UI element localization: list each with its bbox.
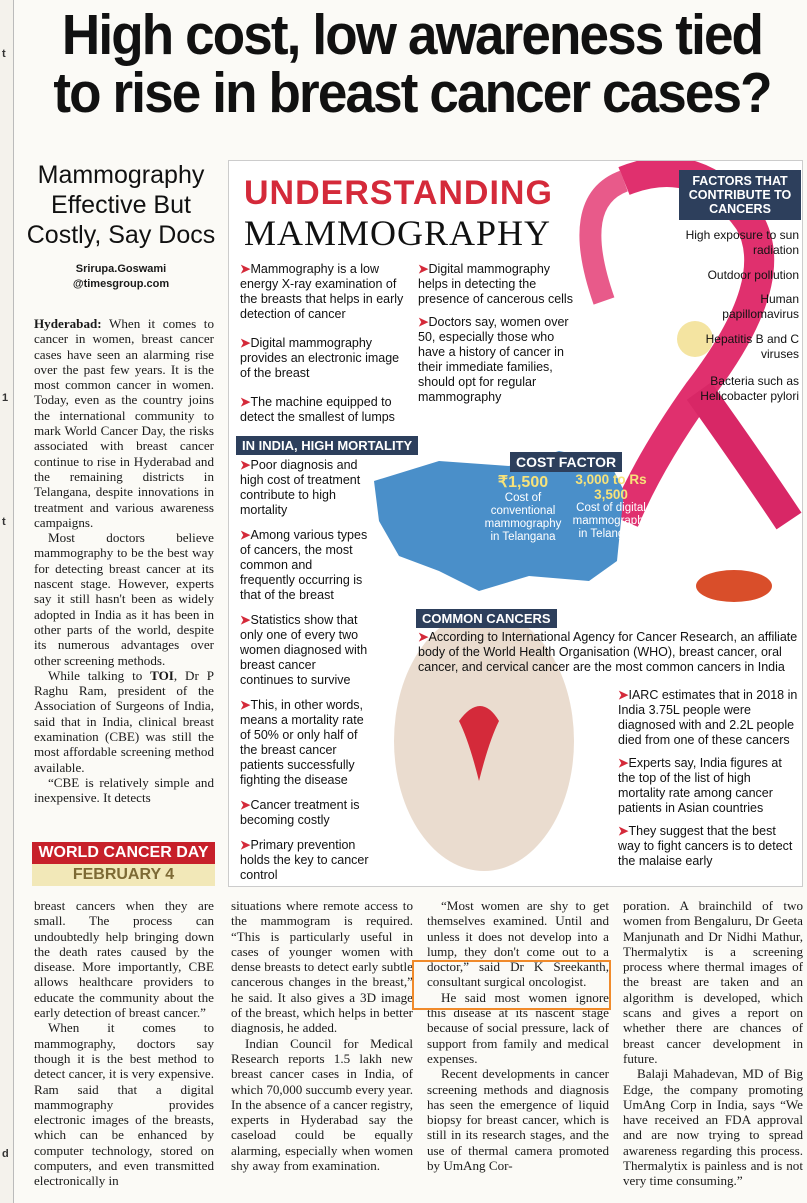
paragraph: He said most women ignore this disease at its nascent stage because of social pressure, lack of support from family and medical expenses. xyxy=(427,989,609,1066)
paragraph: situations where remote access to the mammogram is required. “This is particularly useful in cases of younger women with dense breasts to detect early subtle cancerous changes in the breast,” he said. It also gives a 3D image of the breast, which helps in better diagnosis, he added. xyxy=(231,898,413,1036)
right-bullet-list: ➤IARC estimates that in 2018 in India 3.75L people were diagnosed with and 2.2L people died from one of these cancers ➤Experts say, India figures at the top of the list of high mortality rate among cancer patients in Asian countries ➤They suggest that the best way to fight cancers is to detect the malaise early xyxy=(618,688,798,868)
paragraph: poration. A brainchild of two women from Bengaluru, Dr Geeta Manjunath and Dr Nidhi Mathur, Thermalytix is a screening process where thermal images of the breast are taken and an algorithm is developed, which scans and gives a report on whether there are chances of breast cancer development in future. xyxy=(623,898,803,1066)
bullet-item: This, in other words, means a mortality rate of 50% or only half of the breast cancer patients successfully fighting the disease xyxy=(240,698,364,787)
text-run: While talking to xyxy=(48,667,151,683)
quote-highlight-box xyxy=(412,960,611,1010)
paragraph: “CBE is relatively simple and inexpensive. It detects xyxy=(34,774,214,806)
bullet-item: According to International Agency for Cancer Research, an affiliate body of the World Health Organisation (WHO), breast cancer, oral cancer, and cervical cancer are the most common cancers in India xyxy=(418,630,798,674)
bullet-item: Experts say, India figures at the top of the list of high mortality rate among cancer patients in Asian countries xyxy=(618,756,782,815)
article-column-2 xyxy=(231,898,413,1173)
subheadline xyxy=(22,160,220,250)
cost-text: Cost of digital mammography in Telangana xyxy=(572,502,650,540)
bullet-item: The machine equipped to detect the smallest of lumps xyxy=(240,395,395,424)
factors-title: FACTORS THAT CONTRIBUTE TO CANCERS xyxy=(679,170,801,220)
article-column-1 xyxy=(34,316,214,806)
paragraph: breast cancers when they are small. The process can undoubtedly help bringing down the death rates caused by the disease. More importantly, CBE allows healthcare providers to educate the community about the early detection of breast cancer.” xyxy=(34,898,214,1021)
pink-ribbon-tail xyxy=(699,391,789,521)
edge-letter: d xyxy=(2,1148,9,1160)
paragraph: When it comes to cancer in women, breast cancer cases have seen an alarming rise over the past few years. It is the most common cancer in women. Today, even as the country joins the international community to mark World Cancer Day, the risks associated with breast cancer continue to rise in Hyderabad and the remaining districts in Telangana, despite innovations in treatment and various awareness campaigns. xyxy=(34,316,214,530)
factor-item: Human papillomavirus xyxy=(722,292,799,321)
factor-item: High exposure to sun radiation xyxy=(685,228,799,257)
headline-line: High cost, low awareness tied xyxy=(61,3,763,67)
article-column-1-continued xyxy=(34,898,214,1189)
cost-item-1 xyxy=(482,472,564,544)
india-bullet-list: ➤Poor diagnosis and high cost of treatment contribute to high mortality ➤Among various types of cancers, the most common and frequently occurring is that of the breast ➤Statistics show that only one of every two women diagnosed with breast cancer continues to survive ➤This, in other words, means a mortality rate of 50% or only half of the breast cancer patients successfully fighting the disease ➤Cancer treatment is becoming costly ➤Primary prevention holds the key to cancer control xyxy=(240,458,369,882)
publication-name: TOI xyxy=(150,667,174,683)
cost-text: Cost of conventional mammography in Telangana xyxy=(484,492,562,543)
headline xyxy=(49,3,774,125)
infographic-title: UNDERSTANDING xyxy=(244,174,553,212)
edge-letter: 1 xyxy=(2,392,9,404)
banner-date: FEBRUARY 4 xyxy=(32,864,215,886)
article-column-4 xyxy=(623,898,803,1189)
bullet-item: Digital mammography provides an electronic image of the breast xyxy=(240,336,400,380)
bullet-item: IARC estimates that in 2018 in India 3.75L people were diagnosed with and 2.2L people died from one of these cancers xyxy=(618,688,798,747)
pink-ribbon-loop xyxy=(590,181,624,301)
paragraph: Balaji Mahadevan, MD of Big Edge, the company promoting UmAng Corp in India, says “We have received an FDA approval and are now trying to spread awareness regarding this process. Thermalytix is painless and is not very time consuming.” xyxy=(623,1066,803,1189)
subhead-line: Mammography xyxy=(37,161,205,189)
bullet-item: They suggest that the best way to fight cancers is to detect the malaise early xyxy=(618,824,793,868)
cost-item-2 xyxy=(570,472,652,541)
edge-letter: t xyxy=(2,516,6,528)
infographic-subtitle: MAMMOGRAPHY xyxy=(244,213,552,253)
paragraph: When it comes to mammography, doctors say though it is the best method to detect cancer, it is very expensive. Ram said that a digital mammography provides electronic images of the breasts, which can be enhanced by computer technology, stored on computers, and even transmitted electronically in xyxy=(34,1020,214,1189)
bullet-item: Doctors say, women over 50, especially those who have a history of cancer in their immediate families, should opt for regular mammography xyxy=(418,315,569,404)
cost-value: ₹1,500 xyxy=(497,474,549,491)
paragraph: “Most women are shy to get themselves examined. Until and unless it does not develop into a lump, they don't come out to a doctor,” said Dr K Sreekanth, consultant surgical oncologist. xyxy=(427,898,609,990)
crab-icon xyxy=(696,570,772,602)
left-bullet-list: ➤Mammography is a low energy X-ray examination of the breasts that helps in early detection of cancer ➤Digital mammography provides an electronic image of the breast ➤The machine equipped to detect the smallest of lumps xyxy=(240,262,404,424)
middle-bullet-list: ➤Digital mammography helps in detecting the presence of cancerous cells ➤Doctors say, women over 50, especially those who have a history of cancer in their immediate families, should opt for regular mammography xyxy=(418,262,573,404)
paragraph: Indian Council for Medical Research reports 1.5 lakh new breast cancer cases in India, of which 70,000 succumb every year. In the absence of a cancer registry, experts in Hyderabad say the caseload could be equally alarming, especially when women shy away from examination. xyxy=(231,1035,413,1174)
bullet-item: Poor diagnosis and high cost of treatment contribute to high mortality xyxy=(240,458,361,517)
subhead-line: Effective But xyxy=(51,191,191,219)
factor-item: Bacteria such as Helicobacter pylori xyxy=(700,374,799,403)
edge-letter: t xyxy=(2,48,6,60)
subhead-line: Costly, Say Docs xyxy=(26,221,216,249)
bullet-item: Statistics show that only one of every two women diagnosed with breast cancer continues to survive xyxy=(240,613,368,687)
bullet-item: Cancer treatment is becoming costly xyxy=(240,798,360,827)
text-run: , Dr P Raghu Ram, president of the Association of Surgeons of India, said that in India, clinical breast examination (CBE) was still the most affordable screening method available. xyxy=(34,667,214,775)
india-section-title: IN INDIA, HIGH MORTALITY xyxy=(236,436,418,455)
article-column-3 xyxy=(427,898,609,1173)
bullet-item: Primary prevention holds the key to cancer control xyxy=(240,838,369,882)
byline-email: @timesgroup.com xyxy=(72,278,170,290)
world-cancer-day-banner xyxy=(32,842,215,886)
byline xyxy=(22,262,220,292)
common-cancers-title: COMMON CANCERS xyxy=(416,609,557,628)
bullet-item: Digital mammography helps in detecting the presence of cancerous cells xyxy=(418,262,573,306)
cost-factor-title: COST FACTOR xyxy=(510,452,622,472)
common-cancers-text: ➤According to International Agency for Cancer Research, an affiliate body of the World Health Organisation (WHO), breast cancer, oral cancer, and cervical cancer are the most common cancers in India xyxy=(418,630,798,674)
paragraph: Recent developments in cancer screening methods and diagnosis has seen the emergence of liquid biopsy for breast cancer, which is still in its research stages, and the use of thermal camera promoted by UmAng Cor- xyxy=(427,1066,609,1174)
dateline: Hyderabad: xyxy=(34,316,102,331)
bullet-item: Mammography is a low energy X-ray examination of the breasts that helps in early detection of cancer xyxy=(240,262,404,321)
cost-value: 3,000 to Rs 3,500 xyxy=(575,472,647,502)
factor-item: Hepatitis B and C viruses xyxy=(705,332,799,361)
factor-item: Outdoor pollution xyxy=(707,268,799,282)
adjacent-page-edge xyxy=(0,0,14,1203)
byline-name: Srirupa.Goswami xyxy=(75,263,167,275)
paragraph: Most doctors believe mammography to be the best way for detecting breast cancer at its nascent stage. However, experts say it still hasn't been as widely adopted in India as it has been in other parts of the world, despite its numerous advantages over other screening methods. xyxy=(34,530,214,668)
headline-line: to rise in breast cancer cases? xyxy=(53,61,771,125)
banner-title: WORLD CANCER DAY xyxy=(32,842,215,864)
bullet-item: Among various types of cancers, the most common and frequently occurring is that of the breast xyxy=(240,528,368,602)
